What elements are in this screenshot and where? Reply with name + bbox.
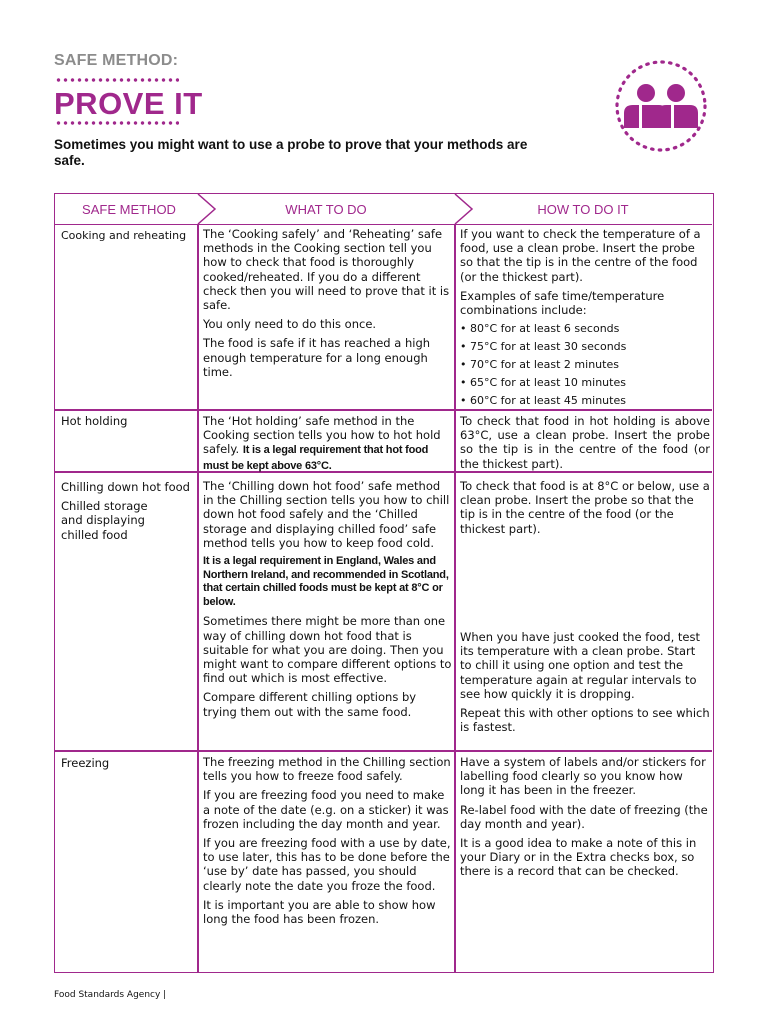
what-cell [203,755,453,931]
column-divider [197,224,199,972]
how-paragraph: Have a system of labels and/or stickers for labelling food clearly so you know how long it has been in the freezer. [460,755,706,798]
temperature-bullet: • 75°C for at least 30 seconds [460,340,627,354]
section-label: SAFE METHOD: [54,52,179,69]
row-divider [55,750,712,752]
method-cell: Freezing [61,756,110,770]
how-cell [460,414,710,476]
method-cell [61,480,195,547]
legal-requirement: It is a legal requirement in England, Wales and Northern Ireland, and recommended in Scotland, that certain chilled foods must be kept at 8°C or below. [203,555,449,608]
table-header [55,194,712,225]
safe-method-table [54,193,714,973]
what-text: The ‘Hot holding’ safe method in the Cooking section tells you how to hot hold safely. [203,414,441,457]
how-cell [460,630,710,739]
what-paragraph: The ‘Cooking safely’ and ‘Reheating’ safe methods in the Cooking section tell you how to check that food is thoroughly cooked/reheated. If you do a different check then you will need to prove that it is safe. [203,227,450,313]
how-paragraph: Repeat this with other options to see which is fastest. [460,706,710,735]
method-cell: Cooking and reheating [61,229,187,242]
how-cell [460,755,710,884]
title-dots-top [55,78,179,82]
how-paragraph: When you have just cooked the food, test its temperature with a clean probe. Start to chill it using one option and test the temperature again at regular intervals to see how quickly it is dropping. [460,630,700,701]
what-paragraph: You only need to do this once. [203,317,377,332]
what-paragraph: Compare different chilling options by trying them out with the same food. [203,690,417,719]
title-dots-bottom [55,121,179,125]
what-cell [203,414,453,474]
what-paragraph: If you are freezing food with a use by date, to use later, this has to be done before the ‘use by’ date has passed, you should clearly note the date you froze the food. [203,836,451,893]
column-header-how-to-do-it: HOW TO DO IT [537,202,629,217]
temperature-bullet: • 60°C for at least 45 minutes [460,394,626,408]
what-paragraph: The freezing method in the Chilling section tells you how to freeze food safely. [203,755,451,784]
how-paragraph: Examples of safe time/temperature combinations include: [460,288,665,318]
column-header-safe-method: SAFE METHOD [82,202,176,217]
what-paragraph: It is important you are able to show how long the food has been frozen. [203,897,436,927]
how-cell [460,227,710,412]
what-paragraph: Sometimes there might be more than one way of chilling down hot food that is suitable for what you are doing. Then you might want to compare different options to find out which is most effective. [203,614,452,686]
two-people-icon [606,56,716,156]
legal-requirement: It is a legal requirement that hot food must be kept above 63°C. [203,444,429,472]
column-divider [454,224,456,972]
method-cell: Hot holding [61,414,128,428]
what-paragraph: The food is safe if it has reached a high enough temperature for a long enough time. [203,336,431,379]
page-title: PROVE IT [54,86,203,121]
what-cell [203,479,453,724]
temperature-bullet: • 65°C for at least 10 minutes [460,376,626,390]
how-paragraph: To check that food in hot holding is above 63°C, use a clean probe. Insert the probe so the tip is in the centre of the food (or the thickest part). [460,414,710,471]
how-paragraph: Re-label food with the date of freezing (the day month and year). [460,802,708,831]
how-cell [460,479,710,541]
intro-text: Sometimes you might want to use a probe to prove that your methods are safe. [54,137,528,168]
what-paragraph: If you are freezing food you need to make a note of the date (e.g. on a sticker) it was frozen including the day month and year. [203,788,449,831]
method-label: Chilled storage and displaying chilled food [61,499,148,542]
how-paragraph: To check that food is at 8°C or below, use a clean probe. Insert the probe so that the tip is in the centre of the food (or the thickest part). [460,479,710,536]
column-header-what-to-do: WHAT TO DO [285,202,367,217]
how-paragraph: If you want to check the temperature of a food, use a clean probe. Insert the probe so that the tip is in the centre of the food (or the thickest part). [460,227,701,284]
temperature-bullet: • 70°C for at least 2 minutes [460,358,619,372]
footer-text: Food Standards Agency | [54,990,167,1000]
how-paragraph: It is a good idea to make a note of this in your Diary or in the Extra checks box, so there is a record that can be checked. [460,836,697,879]
temperature-bullet: • 80°C for at least 6 seconds [460,322,620,336]
what-cell [203,227,453,384]
what-paragraph: The ‘Chilling down hot food’ safe method in the Chilling section tells you how to chill down hot food safely and the ‘Chilled storage and displaying chilled food’ safe method tells you how to keep food cold. [203,479,450,550]
method-label: Chilling down hot food [61,480,190,494]
